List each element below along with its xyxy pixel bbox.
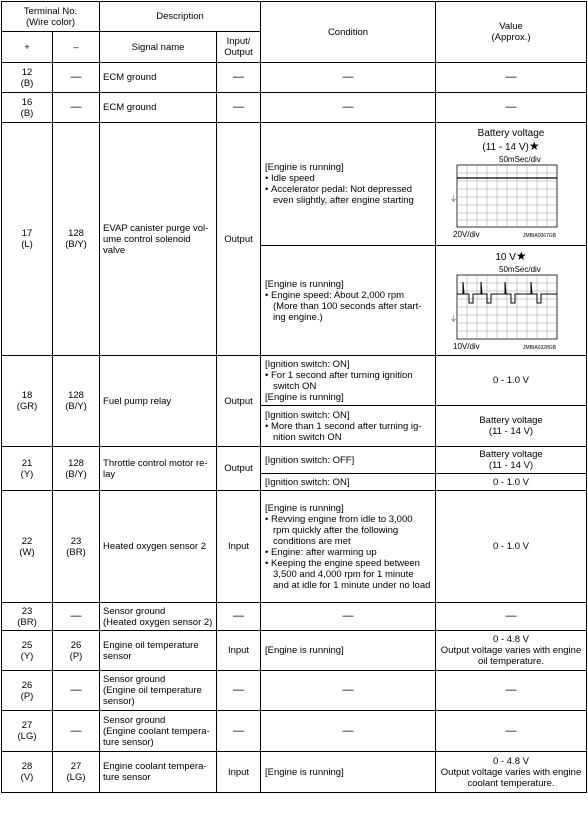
- table-row: [2, 711, 587, 752]
- condition: [Engine is running]: [261, 631, 436, 671]
- condition-item: • Accelerator pedal: Not depressed even slightly, after engine starting: [265, 184, 431, 206]
- condition: [261, 406, 436, 447]
- condition: [Ignition switch: ON]: [261, 474, 436, 491]
- volt-div-label: 10V/div: [453, 341, 480, 351]
- terminal-plus: 18 (GR): [2, 356, 53, 447]
- terminal-plus: 16 (B): [2, 93, 53, 123]
- io: Output: [217, 447, 261, 491]
- volt-div-label: 20V/div: [453, 230, 480, 239]
- condition: [261, 356, 436, 406]
- value: —: [436, 671, 587, 711]
- table-row: [2, 447, 587, 474]
- signal-name: Fuel pump relay: [100, 356, 217, 447]
- terminal-minus: —: [53, 63, 100, 93]
- value: 0 - 4.8 V Output voltage varies with engine oil temperature.: [436, 631, 587, 671]
- table-row: [2, 93, 587, 123]
- table-row: [2, 63, 587, 93]
- star-icon: ★: [515, 248, 527, 263]
- condition-item: • Keeping the engine speed between 3,500 and 4,000 rpm for 1 minute and at idle for 1 minute under no load: [265, 558, 431, 591]
- io: Input: [217, 631, 261, 671]
- terminal-plus: 25 (Y): [2, 631, 53, 671]
- table-row: [2, 603, 587, 631]
- value: Battery voltage (11 - 14 V): [436, 406, 587, 447]
- value: —: [436, 63, 587, 93]
- value: —: [436, 93, 587, 123]
- header-description: Description: [100, 2, 261, 32]
- header-condition: Condition: [261, 2, 436, 63]
- condition: —: [261, 63, 436, 93]
- terminal-minus: —: [53, 671, 100, 711]
- terminal-plus: 21 (Y): [2, 447, 53, 491]
- condition-item: • Revving engine from idle to 3,000 rpm quickly after the following conditions are met: [265, 514, 431, 547]
- value: 0 - 1.0 V: [436, 474, 587, 491]
- terminal-plus: 26 (P): [2, 671, 53, 711]
- ground-marker: ⏚: [450, 196, 458, 203]
- signal-name: Sensor ground (Engine coolant tempera- ture sensor): [100, 711, 217, 752]
- condition-head: [Engine is running]: [265, 278, 344, 290]
- condition-head: [Engine is running]: [265, 502, 344, 514]
- condition-item: • More than 1 second after turning ig- nition switch ON: [265, 421, 431, 443]
- condition: —: [261, 93, 436, 123]
- table-row: [2, 491, 587, 603]
- io: Output: [217, 356, 261, 447]
- header-minus: –: [53, 32, 100, 63]
- value-label: Battery voltage (11 - 14 V): [477, 128, 545, 153]
- signal-name: Engine oil temperature sensor: [100, 631, 217, 671]
- condition: [Engine is running]: [261, 752, 436, 793]
- table-row: [2, 356, 587, 406]
- signal-name: Heated oxygen sensor 2: [100, 491, 217, 603]
- signal-name: Throttle control motor re- lay: [100, 447, 217, 491]
- terminal-minus: —: [53, 711, 100, 752]
- condition: [261, 491, 436, 603]
- io: —: [217, 603, 261, 631]
- condition-item: • Idle speed: [265, 173, 431, 184]
- value: —: [436, 711, 587, 752]
- signal-name: ECM ground: [100, 63, 217, 93]
- terminal-minus: 27 (LG): [53, 752, 100, 793]
- signal-name: Sensor ground (Engine oil temperature sensor): [100, 671, 217, 711]
- header-signal-name: Signal name: [100, 32, 217, 63]
- time-div-label: 50mSec/div: [499, 155, 541, 164]
- star-icon: ★: [528, 139, 540, 153]
- value: 0 - 1.0 V: [436, 356, 587, 406]
- header-terminal: Terminal No. (Wire color): [2, 2, 100, 32]
- terminal-minus: 23 (BR): [53, 491, 100, 603]
- condition-tail: [Engine is running]: [265, 391, 344, 403]
- io: —: [217, 671, 261, 711]
- value: —: [436, 603, 587, 631]
- value: 0 - 4.8 V Output voltage varies with engine coolant temperature.: [436, 752, 587, 793]
- value-label: 10 V: [495, 251, 516, 263]
- terminal-plus: 27 (LG): [2, 711, 53, 752]
- terminal-minus: 128 (B/Y): [53, 123, 100, 356]
- io: Input: [217, 491, 261, 603]
- condition-item: • For 1 second after turning ignition switch ON: [265, 370, 431, 392]
- terminal-minus: 26 (P): [53, 631, 100, 671]
- condition-item: • Engine: after warming up: [265, 547, 431, 558]
- condition-head: [Ignition switch: ON]: [265, 358, 350, 370]
- condition: [261, 246, 436, 356]
- io: Output: [217, 123, 261, 356]
- terminal-minus: 128 (B/Y): [53, 356, 100, 447]
- condition: [261, 123, 436, 246]
- signal-name: Engine coolant tempera- ture sensor: [100, 752, 217, 793]
- figure-code: JMBIA0328GB: [523, 344, 557, 351]
- terminal-plus: 22 (W): [2, 491, 53, 603]
- oscilloscope-waveform-idle: [447, 154, 575, 240]
- header-io: Input/ Output: [217, 32, 261, 63]
- table-row: [2, 123, 587, 246]
- table-row: [2, 671, 587, 711]
- condition-item: • Engine speed: About 2,000 rpm (More than 100 seconds after start- ing engine.): [265, 290, 431, 323]
- io: —: [217, 63, 261, 93]
- condition-head: [Ignition switch: ON]: [265, 409, 350, 421]
- condition-head: [Engine is running]: [265, 162, 344, 173]
- terminal-minus: —: [53, 93, 100, 123]
- terminal-minus: 128 (B/Y): [53, 447, 100, 491]
- io: —: [217, 93, 261, 123]
- value: Battery voltage (11 - 14 V): [436, 447, 587, 474]
- signal-name: EVAP canister purge vol- ume control solenoid valve: [100, 123, 217, 356]
- condition: —: [261, 671, 436, 711]
- header-value: Value (Approx.): [436, 2, 587, 63]
- io: —: [217, 711, 261, 752]
- oscilloscope-waveform-2000rpm: [447, 264, 575, 352]
- table-row: [2, 752, 587, 793]
- table-row: [2, 631, 587, 671]
- terminal-plus: 23 (BR): [2, 603, 53, 631]
- terminal-plus: 28 (V): [2, 752, 53, 793]
- condition: —: [261, 711, 436, 752]
- condition: —: [261, 603, 436, 631]
- signal-name: ECM ground: [100, 93, 217, 123]
- condition: [Ignition switch: OFF]: [261, 447, 436, 474]
- terminal-plus: 17 (L): [2, 123, 53, 356]
- value: 0 - 1.0 V: [436, 491, 587, 603]
- header-plus: +: [2, 32, 53, 63]
- value: [436, 123, 587, 246]
- terminal-minus: —: [53, 603, 100, 631]
- terminal-plus: 12 (B): [2, 63, 53, 93]
- figure-code: JMBIA0067GB: [523, 233, 557, 239]
- time-div-label: 50mSec/div: [499, 264, 541, 274]
- ground-marker: ⏚: [450, 315, 458, 323]
- io: Input: [217, 752, 261, 793]
- value: [436, 246, 587, 356]
- terminal-table: [1, 1, 587, 793]
- signal-name: Sensor ground (Heated oxygen sensor 2): [100, 603, 217, 631]
